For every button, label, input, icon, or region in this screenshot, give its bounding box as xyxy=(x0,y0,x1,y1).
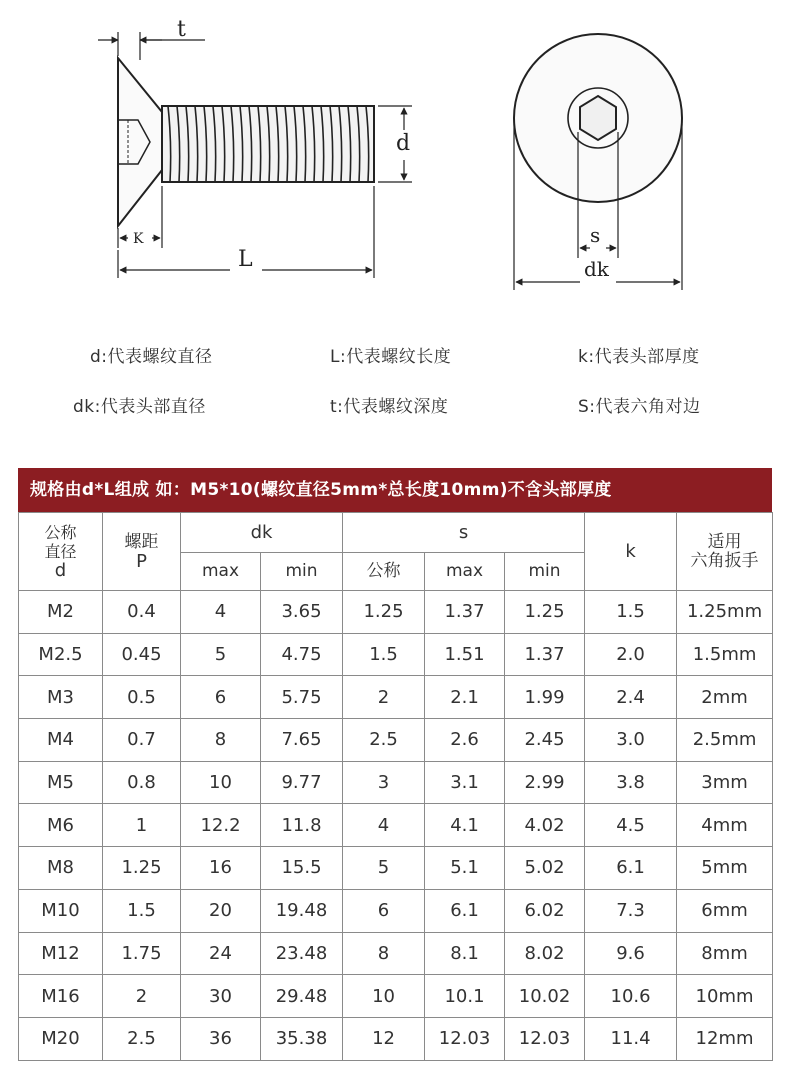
cell-s-max: 10.1 xyxy=(425,975,505,1018)
cell-dk-max: 36 xyxy=(181,1017,261,1060)
cell-d: M20 xyxy=(19,1017,103,1060)
cell-p: 1.75 xyxy=(103,932,181,975)
header-dk-max: max xyxy=(181,553,261,591)
dim-label-l: L xyxy=(238,247,253,272)
cell-d: M10 xyxy=(19,889,103,932)
legend-item-t: t:代表螺纹深度 xyxy=(330,397,449,417)
cell-dk-min: 23.48 xyxy=(261,932,343,975)
cell-s-nom: 12 xyxy=(343,1017,425,1060)
cell-s-min: 2.99 xyxy=(505,761,585,804)
cell-wrench: 2mm xyxy=(677,676,773,719)
cell-s-nom: 2 xyxy=(343,676,425,719)
cell-p: 1.25 xyxy=(103,847,181,890)
cell-s-min: 12.03 xyxy=(505,1017,585,1060)
cell-p: 0.7 xyxy=(103,719,181,762)
legend-item-dk: dk:代表头部直径 xyxy=(73,397,206,417)
cell-dk-min: 5.75 xyxy=(261,676,343,719)
header-s-min: min xyxy=(505,553,585,591)
cell-d: M16 xyxy=(19,975,103,1018)
cell-dk-min: 3.65 xyxy=(261,591,343,634)
cell-s-nom: 5 xyxy=(343,847,425,890)
cell-dk-min: 11.8 xyxy=(261,804,343,847)
cell-k: 10.6 xyxy=(585,975,677,1018)
cell-s-min: 8.02 xyxy=(505,932,585,975)
cell-d: M12 xyxy=(19,932,103,975)
cell-s-nom: 6 xyxy=(343,889,425,932)
cell-dk-min: 19.48 xyxy=(261,889,343,932)
cell-s-max: 8.1 xyxy=(425,932,505,975)
cell-p: 2.5 xyxy=(103,1017,181,1060)
cell-s-min: 4.02 xyxy=(505,804,585,847)
header-dk: dk xyxy=(181,513,343,553)
header-dk-min: min xyxy=(261,553,343,591)
header-s: s xyxy=(343,513,585,553)
cell-p: 0.8 xyxy=(103,761,181,804)
cell-wrench: 1.25mm xyxy=(677,591,773,634)
cell-s-max: 12.03 xyxy=(425,1017,505,1060)
cell-s-nom: 3 xyxy=(343,761,425,804)
spec-table-body xyxy=(19,591,773,1061)
cell-s-nom: 8 xyxy=(343,932,425,975)
cell-s-nom: 1.5 xyxy=(343,633,425,676)
cell-s-max: 4.1 xyxy=(425,804,505,847)
cell-wrench: 1.5mm xyxy=(677,633,773,676)
header-d-line2: 直径 xyxy=(44,542,77,561)
cell-dk-max: 12.2 xyxy=(181,804,261,847)
cell-s-nom: 1.25 xyxy=(343,591,425,634)
cell-k: 6.1 xyxy=(585,847,677,890)
cell-d: M2 xyxy=(19,591,103,634)
cell-wrench: 12mm xyxy=(677,1017,773,1060)
header-p-line1: 螺距 xyxy=(124,531,159,552)
dim-label-d: d xyxy=(396,131,411,156)
cell-dk-max: 5 xyxy=(181,633,261,676)
cell-s-max: 1.51 xyxy=(425,633,505,676)
cell-s-max: 6.1 xyxy=(425,889,505,932)
cell-s-max: 2.6 xyxy=(425,719,505,762)
header-nominal-diameter xyxy=(19,513,103,591)
cell-dk-min: 35.38 xyxy=(261,1017,343,1060)
table-row xyxy=(19,975,773,1018)
cell-dk-min: 29.48 xyxy=(261,975,343,1018)
cell-k: 2.4 xyxy=(585,676,677,719)
cell-d: M3 xyxy=(19,676,103,719)
cell-wrench: 10mm xyxy=(677,975,773,1018)
cell-s-min: 1.25 xyxy=(505,591,585,634)
header-s-max: max xyxy=(425,553,505,591)
cell-k: 4.5 xyxy=(585,804,677,847)
cell-k: 7.3 xyxy=(585,889,677,932)
legend-item-s: S:代表六角对边 xyxy=(578,397,701,417)
cell-dk-max: 6 xyxy=(181,676,261,719)
screw-side-view xyxy=(118,58,374,226)
cell-s-min: 1.37 xyxy=(505,633,585,676)
cell-wrench: 5mm xyxy=(677,847,773,890)
spec-table xyxy=(18,512,773,1061)
table-row xyxy=(19,676,773,719)
cell-dk-max: 4 xyxy=(181,591,261,634)
cell-k: 3.8 xyxy=(585,761,677,804)
cell-wrench: 6mm xyxy=(677,889,773,932)
cell-s-min: 10.02 xyxy=(505,975,585,1018)
cell-k: 11.4 xyxy=(585,1017,677,1060)
cell-s-nom: 4 xyxy=(343,804,425,847)
cell-d: M6 xyxy=(19,804,103,847)
dim-label-dk: dk xyxy=(584,257,609,281)
cell-dk-max: 10 xyxy=(181,761,261,804)
cell-s-max: 3.1 xyxy=(425,761,505,804)
screw-dimension-diagram xyxy=(0,0,790,320)
header-wrench xyxy=(677,513,773,591)
cell-s-max: 2.1 xyxy=(425,676,505,719)
header-p-line2: P xyxy=(136,550,147,572)
cell-p: 0.4 xyxy=(103,591,181,634)
cell-dk-max: 20 xyxy=(181,889,261,932)
table-row xyxy=(19,889,773,932)
cell-p: 0.5 xyxy=(103,676,181,719)
header-d-line1: 公称 xyxy=(44,523,77,542)
table-row xyxy=(19,719,773,762)
cell-dk-max: 30 xyxy=(181,975,261,1018)
screw-top-view xyxy=(514,34,682,202)
cell-dk-min: 15.5 xyxy=(261,847,343,890)
table-row xyxy=(19,847,773,890)
cell-k: 1.5 xyxy=(585,591,677,634)
cell-dk-min: 4.75 xyxy=(261,633,343,676)
legend-item-l: L:代表螺纹长度 xyxy=(330,347,452,367)
cell-s-nom: 10 xyxy=(343,975,425,1018)
cell-d: M8 xyxy=(19,847,103,890)
table-row xyxy=(19,633,773,676)
table-row xyxy=(19,1017,773,1060)
legend-item-k: k:代表头部厚度 xyxy=(578,347,700,367)
cell-wrench: 2.5mm xyxy=(677,719,773,762)
cell-p: 1.5 xyxy=(103,889,181,932)
cell-s-min: 6.02 xyxy=(505,889,585,932)
cell-k: 9.6 xyxy=(585,932,677,975)
cell-wrench: 8mm xyxy=(677,932,773,975)
header-k: k xyxy=(585,513,677,591)
cell-dk-min: 7.65 xyxy=(261,719,343,762)
header-wrench-line2: 六角扳手 xyxy=(690,550,759,571)
cell-dk-min: 9.77 xyxy=(261,761,343,804)
cell-dk-max: 24 xyxy=(181,932,261,975)
cell-p: 0.45 xyxy=(103,633,181,676)
dimension-legend xyxy=(0,330,790,430)
cell-p: 2 xyxy=(103,975,181,1018)
cell-p: 1 xyxy=(103,804,181,847)
cell-s-max: 5.1 xyxy=(425,847,505,890)
cell-dk-max: 16 xyxy=(181,847,261,890)
cell-d: M4 xyxy=(19,719,103,762)
cell-k: 3.0 xyxy=(585,719,677,762)
cell-d: M2.5 xyxy=(19,633,103,676)
cell-wrench: 4mm xyxy=(677,804,773,847)
table-row xyxy=(19,932,773,975)
dim-label-s: s xyxy=(590,223,601,247)
legend-item-d: d:代表螺纹直径 xyxy=(90,347,213,367)
table-row xyxy=(19,591,773,634)
cell-s-min: 5.02 xyxy=(505,847,585,890)
cell-wrench: 3mm xyxy=(677,761,773,804)
header-wrench-line1: 适用 xyxy=(707,531,742,552)
cell-s-max: 1.37 xyxy=(425,591,505,634)
cell-s-min: 2.45 xyxy=(505,719,585,762)
cell-d: M5 xyxy=(19,761,103,804)
spec-table-container xyxy=(18,468,772,1061)
spec-banner: 规格由d*L组成 如：M5*10(螺纹直径5mm*总长度10mm)不含头部厚度 xyxy=(18,468,772,512)
cell-s-min: 1.99 xyxy=(505,676,585,719)
cell-s-nom: 2.5 xyxy=(343,719,425,762)
dim-t xyxy=(98,32,205,60)
header-d-line3: d xyxy=(54,560,67,581)
table-row xyxy=(19,761,773,804)
cell-k: 2.0 xyxy=(585,633,677,676)
header-s-nominal: 公称 xyxy=(343,553,425,591)
dim-label-t: t xyxy=(177,17,186,42)
cell-dk-max: 8 xyxy=(181,719,261,762)
table-row xyxy=(19,804,773,847)
header-pitch xyxy=(103,513,181,591)
dim-label-k: K xyxy=(133,231,144,247)
